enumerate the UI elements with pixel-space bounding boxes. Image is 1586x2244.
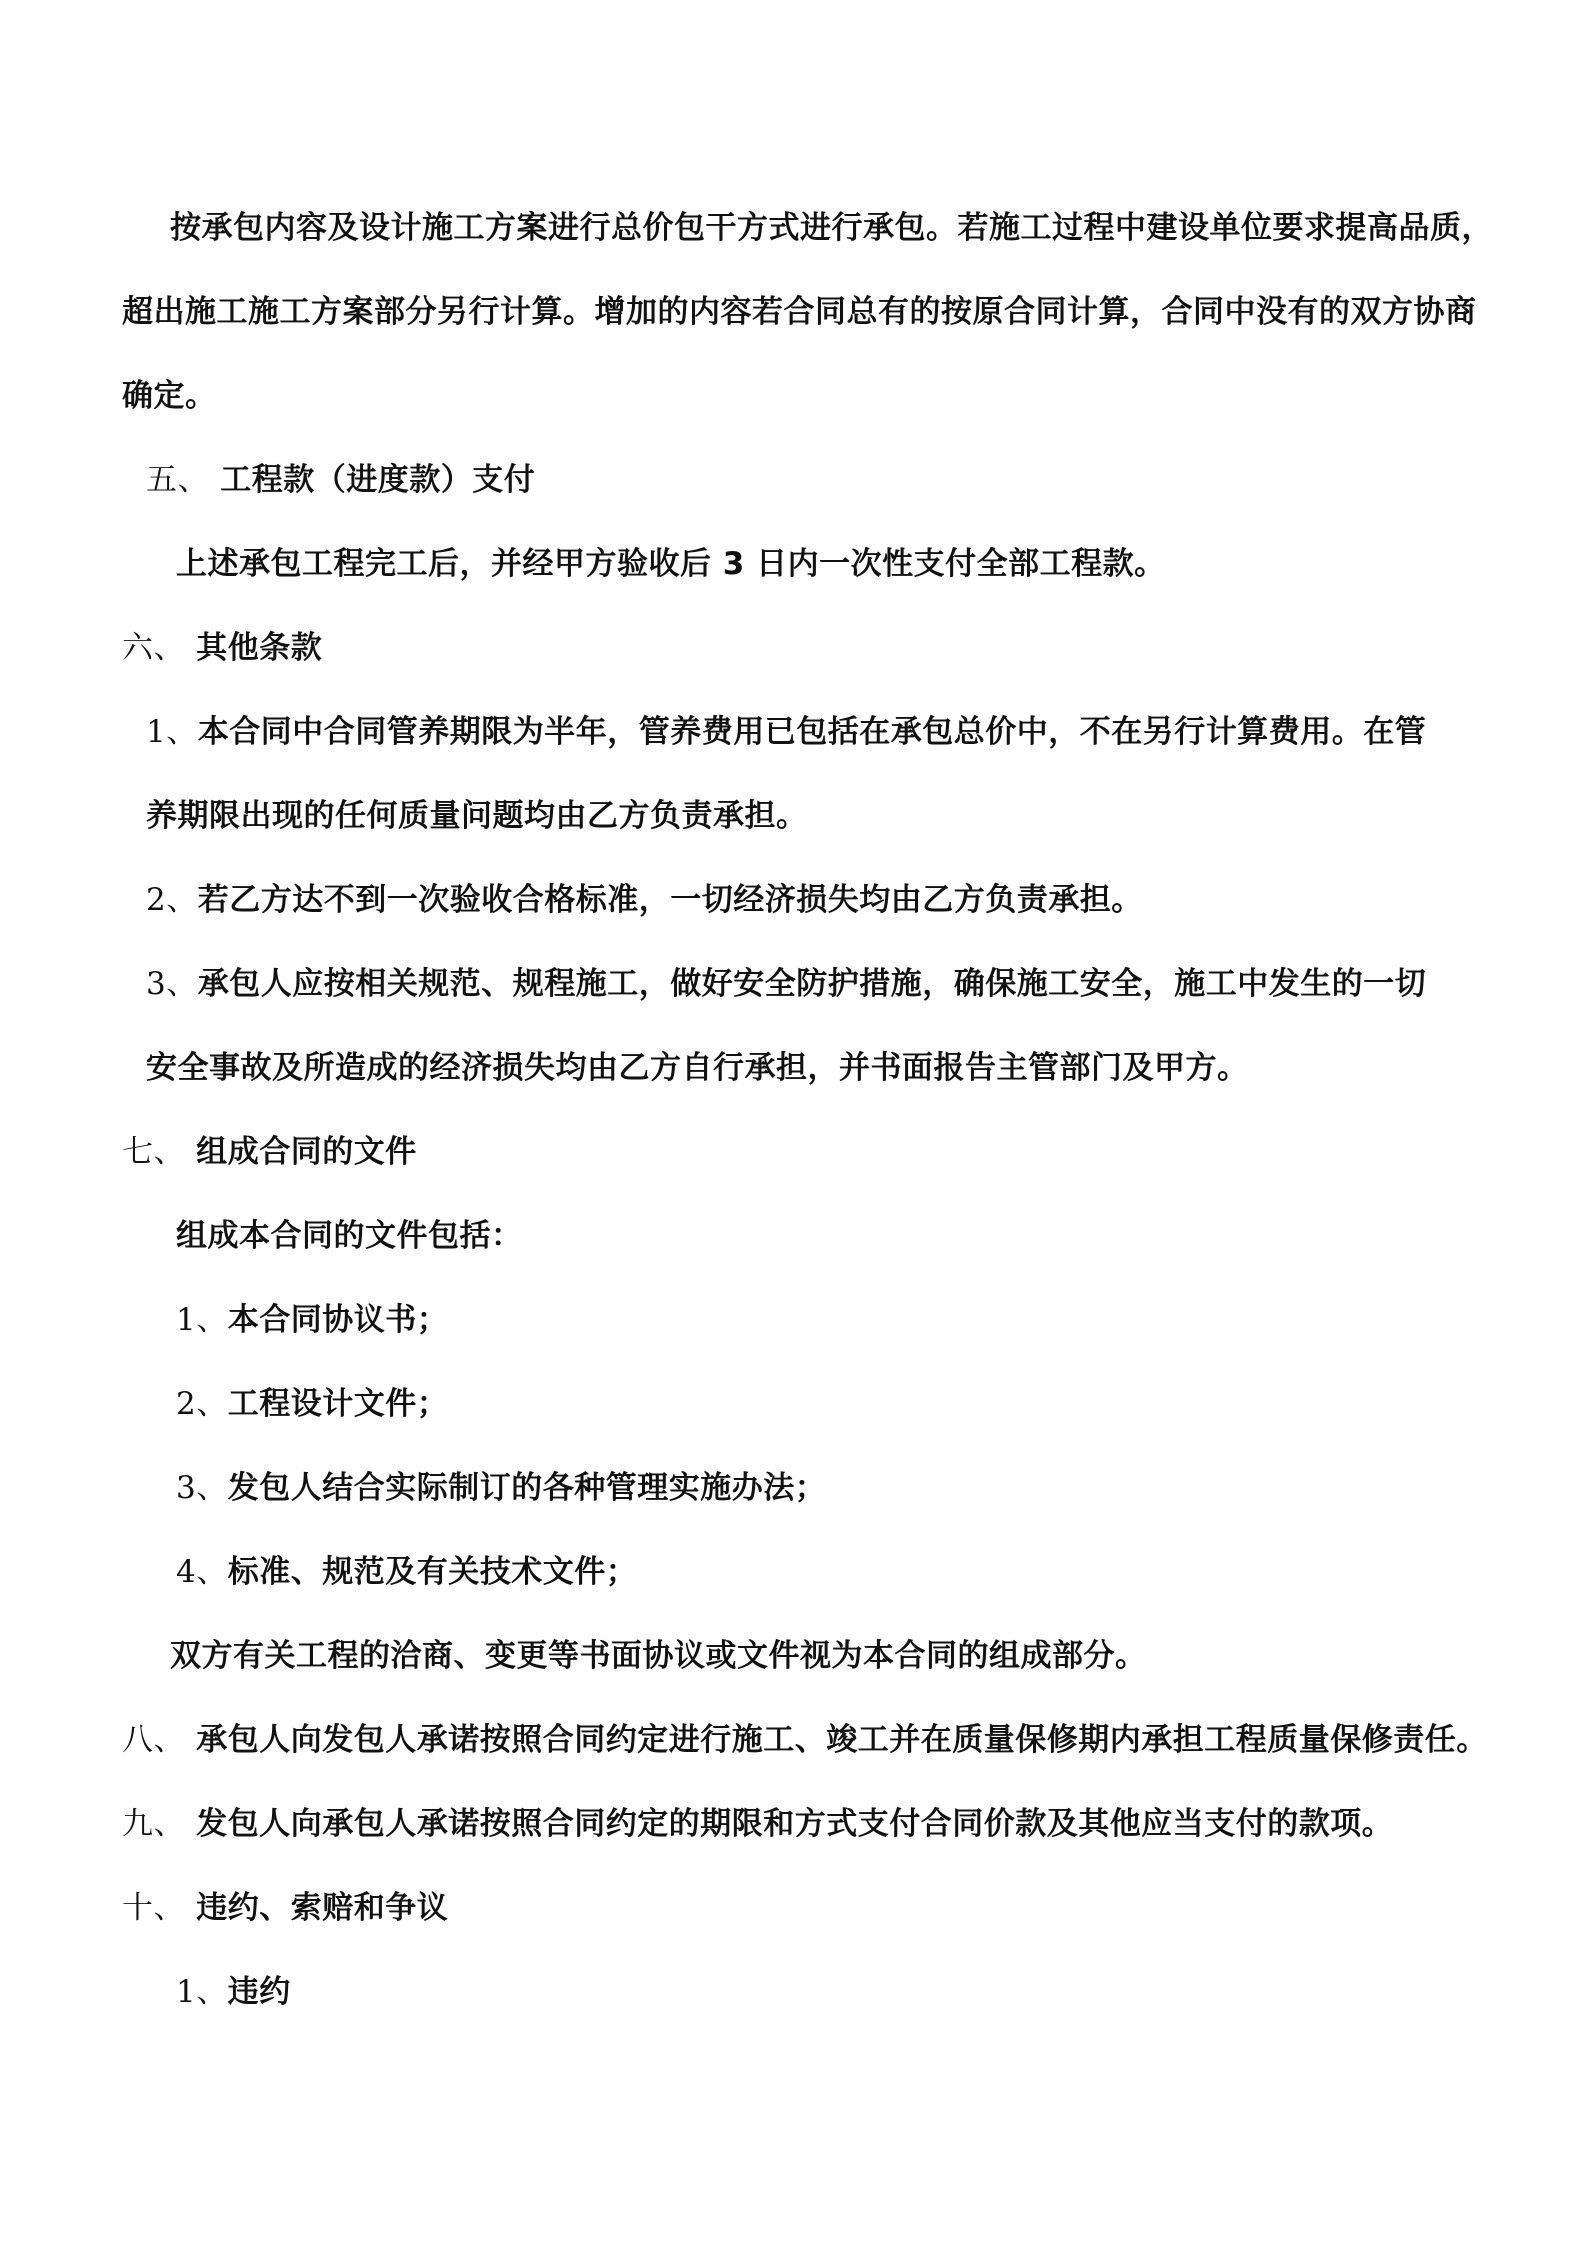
section9-text: 发包人向承包人承诺按照合同约定的期限和方式支付合同价款及其他应当支付的款项。: [196, 1806, 1394, 1842]
section6-item3-number: 3、: [146, 966, 198, 1002]
section6-item3-line1: [146, 964, 1426, 1004]
section7-item1-text: 本合同协议书；: [227, 1302, 449, 1338]
section10-heading: [122, 1888, 448, 1928]
section6-number: 六、: [122, 630, 185, 666]
section7-number: 七、: [122, 1134, 185, 1170]
section8: [122, 1720, 1488, 1760]
para1-line2: 超出施工施工方案部分另行计算。增加的内容若合同总有的按原合同计算，合同中没有的双方协商: [122, 294, 1477, 330]
section7-item4-number: 4、: [176, 1554, 228, 1590]
section6-title: 其他条款: [196, 630, 323, 666]
section7-item4: [176, 1552, 637, 1592]
section7-item4-text: 标准、规范及有关技术文件；: [227, 1554, 638, 1590]
section5-heading: [146, 460, 535, 500]
section5-number: 五、: [146, 462, 209, 498]
section8-number: 八、: [122, 1722, 185, 1758]
section7-item2: [176, 1384, 448, 1424]
section7-item1: [176, 1300, 448, 1340]
section6-heading: [122, 628, 322, 668]
section6-item1-line2: 养期限出现的任何质量问题均由乙方负责承担。: [146, 798, 808, 834]
section9-number: 九、: [122, 1806, 185, 1842]
section6-item2-text: 若乙方达不到一次验收合格标准，一切经济损失均由乙方负责承担。: [197, 882, 1143, 918]
section7-item2-text: 工程设计文件；: [227, 1386, 449, 1422]
section7-heading: [122, 1132, 417, 1172]
section7-item3-text: 发包人结合实际制订的各种管理实施办法；: [227, 1470, 827, 1506]
section7-item1-number: 1、: [176, 1302, 228, 1338]
section7-item3-number: 3、: [176, 1470, 228, 1506]
section7-closing: 双方有关工程的洽商、变更等书面协议或文件视为本合同的组成部分。: [170, 1638, 1147, 1674]
section6-item3-line2: 安全事故及所造成的经济损失均由乙方自行承担，并书面报告主管部门及甲方。: [146, 1050, 1249, 1086]
section10-number: 十、: [122, 1890, 185, 1926]
section8-text: 承包人向发包人承诺按照合同约定进行施工、竣工并在质量保修期内承担工程质量保修责任。: [196, 1722, 1488, 1758]
section6-item3-text: 承包人应按相关规范、规程施工，做好安全防护措施，确保施工安全，施工中发生的一切: [197, 966, 1427, 1002]
section7-item2-number: 2、: [176, 1386, 228, 1422]
para1-line3: 确定。: [122, 378, 217, 414]
section6-item1-text: 本合同中合同管养期限为半年，管养费用已包括在承包总价中，不在另行计算费用。在管: [197, 714, 1427, 750]
section10-sub1-title: 违约: [227, 1974, 291, 2010]
section6-item1-line1: [146, 712, 1426, 752]
section10-sub1: [176, 1972, 291, 2012]
para1-line1: 按承包内容及设计施工方案进行总价包干方式进行承包。若施工过程中建设单位要求提高品质，: [170, 210, 1493, 246]
section5-body: 上述承包工程完工后，并经甲方验收后 3 日内一次性支付全部工程款。: [176, 546, 1166, 582]
section6-item2-number: 2、: [146, 882, 198, 918]
section6-item2: [146, 880, 1143, 920]
section9: [122, 1804, 1393, 1844]
section7-title: 组成合同的文件: [196, 1134, 417, 1170]
section5-title: 工程款（进度款）支付: [220, 462, 536, 498]
section7-intro: 组成本合同的文件包括：: [176, 1218, 523, 1254]
section6-item1-number: 1、: [146, 714, 198, 750]
section10-sub1-number: 1、: [176, 1974, 228, 2010]
section7-item3: [176, 1468, 826, 1508]
section10-title: 违约、索赔和争议: [196, 1890, 449, 1926]
